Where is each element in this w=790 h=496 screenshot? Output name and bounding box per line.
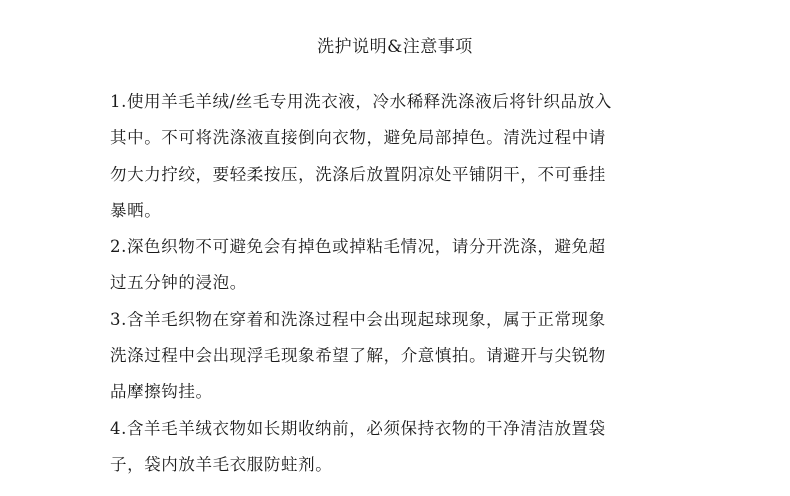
instruction-line: 3.含羊毛织物在穿着和洗涤过程中会出现起球现象，属于正常现象 [110,309,606,329]
instruction-line: 勿大力拧绞，要轻柔按压，洗涤后放置阴凉处平铺阴干，不可垂挂 [110,164,606,184]
instruction-line: 子，袋内放羊毛衣服防蛀剂。 [110,454,333,474]
instruction-line: 暴晒。 [110,200,162,220]
page-title: 洗护说明&注意事项 [317,37,473,57]
instruction-line: 过五分钟的浸泡。 [110,273,247,293]
instruction-line: 洗涤过程中会出现浮毛现象希望了解，介意慎拍。请避开与尖锐物 [110,346,606,366]
instruction-item-2 [110,229,700,302]
instruction-line: 其中。不可将洗涤液直接倒向衣物，避免局部掉色。清洗过程中请 [110,128,606,148]
instruction-line: 4.含羊毛羊绒衣物如长期收纳前，必须保持衣物的干净清洁放置袋 [110,418,606,438]
instructions-body [110,84,700,483]
instruction-line: 2.深色织物不可避免会有掉色或掉粘毛情况，请分开洗涤，避免超 [110,237,606,257]
instruction-line: 1.使用羊毛羊绒/丝毛专用洗衣液，冷水稀释洗涤液后将针织品放入 [110,92,612,111]
instruction-line: 品摩擦钩挂。 [110,382,213,402]
instruction-item-1 [110,84,700,229]
instruction-item-4 [110,411,700,484]
instruction-item-3 [110,302,700,411]
